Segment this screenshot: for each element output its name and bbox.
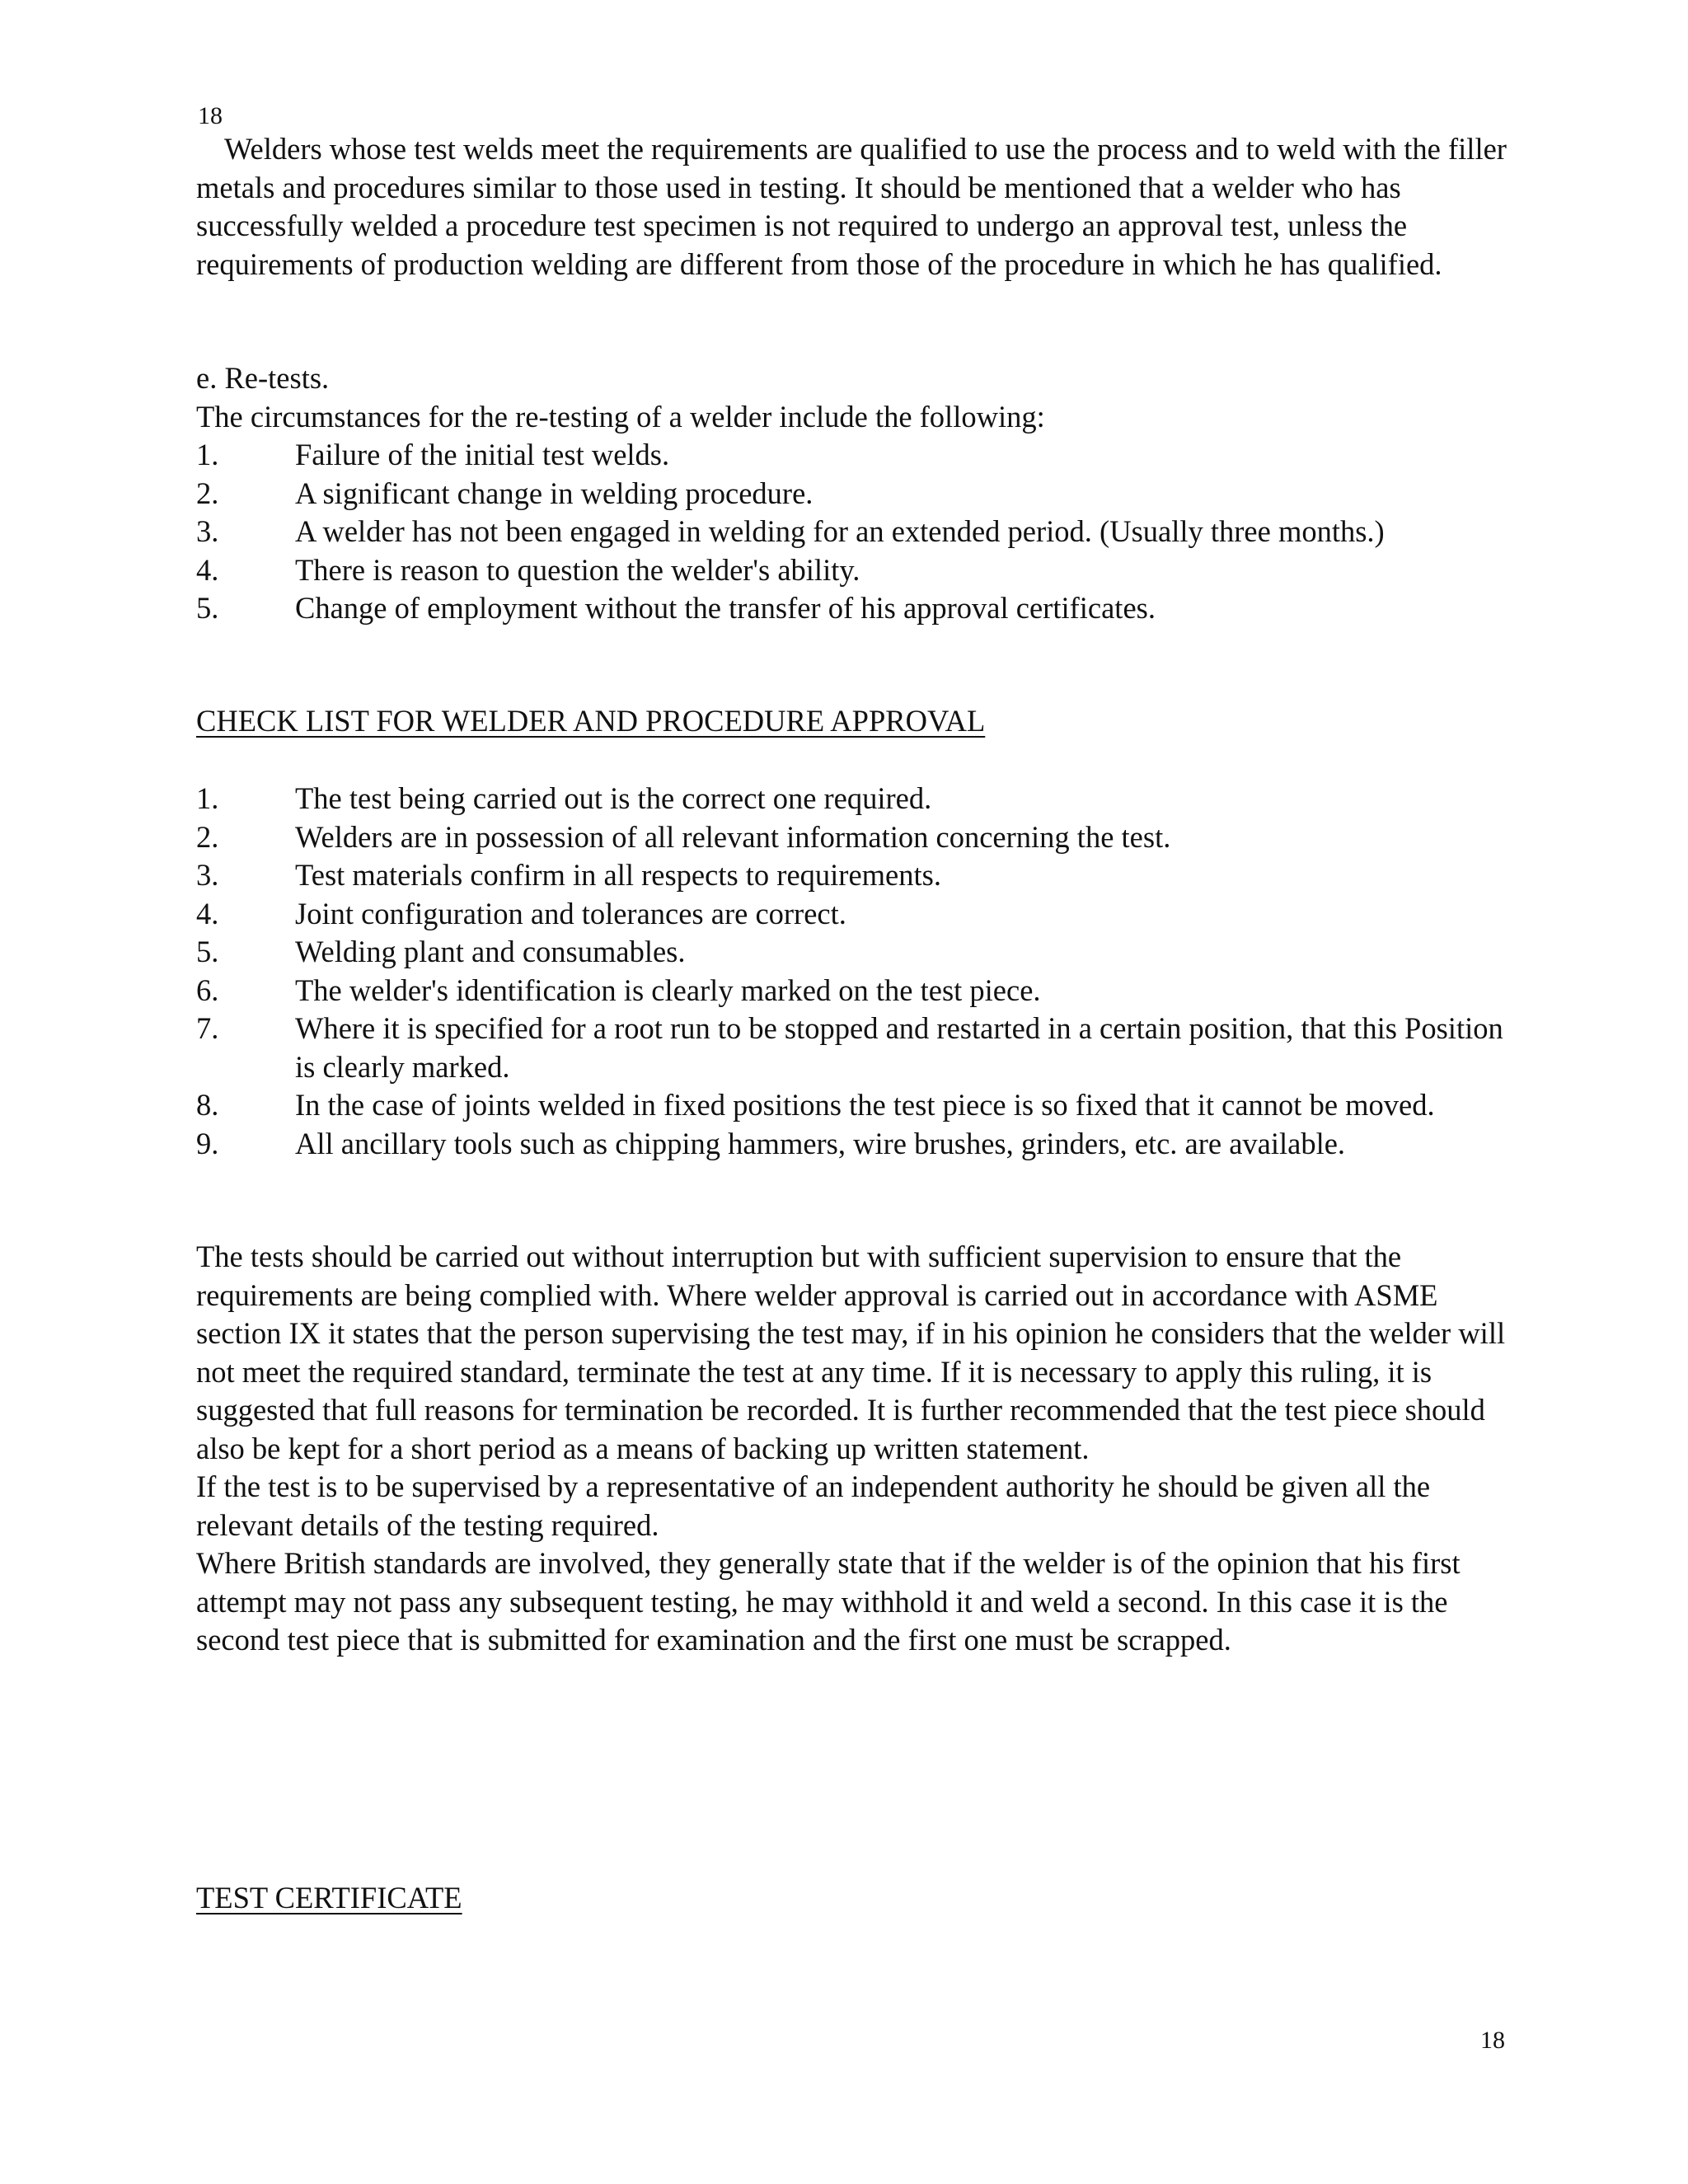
list-item-number: 7. [196, 1011, 219, 1045]
list-item [196, 818, 1515, 857]
list-item-number: 4. [196, 896, 219, 930]
list-item-number: 1. [196, 438, 219, 471]
list-item-number: 3. [196, 514, 219, 548]
page-number-top: 18 [198, 102, 223, 129]
retests-heading: e. Re-tests. [196, 361, 330, 395]
list-item-text: Change of employment without the transfer of his approval certificates. [295, 591, 1156, 625]
list-item-number: 6. [196, 972, 219, 1007]
list-item-number: 5. [196, 935, 219, 968]
list-item-number: 5. [196, 591, 219, 625]
list-item [196, 513, 1515, 551]
list-item-text: Welding plant and consumables. [295, 935, 686, 968]
list-item [196, 933, 1515, 972]
retests-lead: The circumstances for the re-testing of a welder include the following: [196, 399, 1045, 434]
list-item [196, 1086, 1515, 1125]
list-item [196, 780, 1515, 818]
closing-paragraph-british-standards: Where British standards are involved, they generally state that if the welder is of the opinion that his first attempt may not pass any subsequent testing, he may withhold it and weld a second. In this case it is the second test piece that is submitted for examination and the first one must be scrapped. [196, 1546, 1461, 1657]
list-item-text: A welder has not been engaged in welding for an extended period. (Usually three months.) [295, 514, 1385, 548]
closing-section [196, 1238, 1515, 1660]
checklist-heading: CHECK LIST FOR WELDER AND PROCEDURE APPROVAL [196, 704, 986, 738]
list-item [196, 895, 1515, 934]
test-certificate-heading: TEST CERTIFICATE [196, 1881, 462, 1915]
page-number-bottom: 18 [1480, 2027, 1505, 2054]
list-item-text: All ancillary tools such as chipping hammers, wire brushes, grinders, etc. are available. [295, 1126, 1346, 1160]
list-item-number: 1. [196, 781, 219, 815]
list-item [196, 1125, 1515, 1164]
closing-paragraph-supervision: The tests should be carried out without interruption but with sufficient supervision to ensure that the requirements are being complied with. Where welder approval is carried out in accordance with ASME section IX it states that the person supervising the test may, if in his opinion he considers that the welder will not meet the required standard, terminate the test at any time. If it is necessary to apply this ruling, it is suggested that full reasons for termination be recorded. It is further recommended that the test piece should also be kept for a short period as a means of backing up written statement. [196, 1240, 1506, 1465]
closing-paragraph-independent-authority: If the test is to be supervised by a representative of an independent authority he should be given all the relevant details of the testing required. [196, 1469, 1431, 1542]
list-item [196, 475, 1515, 513]
list-item [196, 589, 1515, 628]
list-item-number: 8. [196, 1088, 219, 1122]
checklist-list [196, 780, 1515, 1163]
list-item-text: Failure of the initial test welds. [295, 438, 670, 471]
list-item-text: In the case of joints welded in fixed positions the test piece is so fixed that it cannot be moved. [295, 1088, 1435, 1122]
list-item-text: Joint configuration and tolerances are correct. [295, 896, 846, 930]
retests-section [196, 359, 1515, 628]
list-item-text: Welders are in possession of all relevant information concerning the test. [295, 819, 1171, 854]
list-item-text: Test materials confirm in all respects to requirements. [295, 858, 941, 892]
list-item-number: 3. [196, 858, 219, 892]
list-item-text: A significant change in welding procedure. [295, 476, 814, 510]
list-item-number: 2. [196, 819, 219, 854]
list-item-text: There is reason to question the welder's ability. [295, 552, 860, 587]
list-item [196, 436, 1515, 475]
list-item [196, 551, 1515, 590]
intro-paragraph: Welders whose test welds meet the requirements are qualified to use the process and to weld with the filler metals and procedures similar to those used in testing. It should be mentioned that a welder who has successfully welded a procedure test specimen is not required to undergo an approval test, unless the requirements of production welding are different from those of the procedure in which he has qualified. [196, 132, 1507, 281]
list-item [196, 856, 1515, 895]
list-item-text: The welder's identification is clearly marked on the test piece. [295, 972, 1041, 1007]
list-item [196, 1010, 1515, 1086]
list-item-text: The test being carried out is the correct one required. [295, 781, 932, 815]
list-item-number: 2. [196, 476, 219, 510]
checklist-section [196, 780, 1515, 1163]
list-item-number: 9. [196, 1126, 219, 1160]
retests-list [196, 436, 1515, 628]
list-item-text: Where it is specified for a root run to be stopped and restarted in a certain position, that this Position is clearly marked. [295, 1011, 1503, 1084]
list-item-number: 4. [196, 552, 219, 587]
intro-section [196, 130, 1515, 284]
list-item [196, 972, 1515, 1010]
